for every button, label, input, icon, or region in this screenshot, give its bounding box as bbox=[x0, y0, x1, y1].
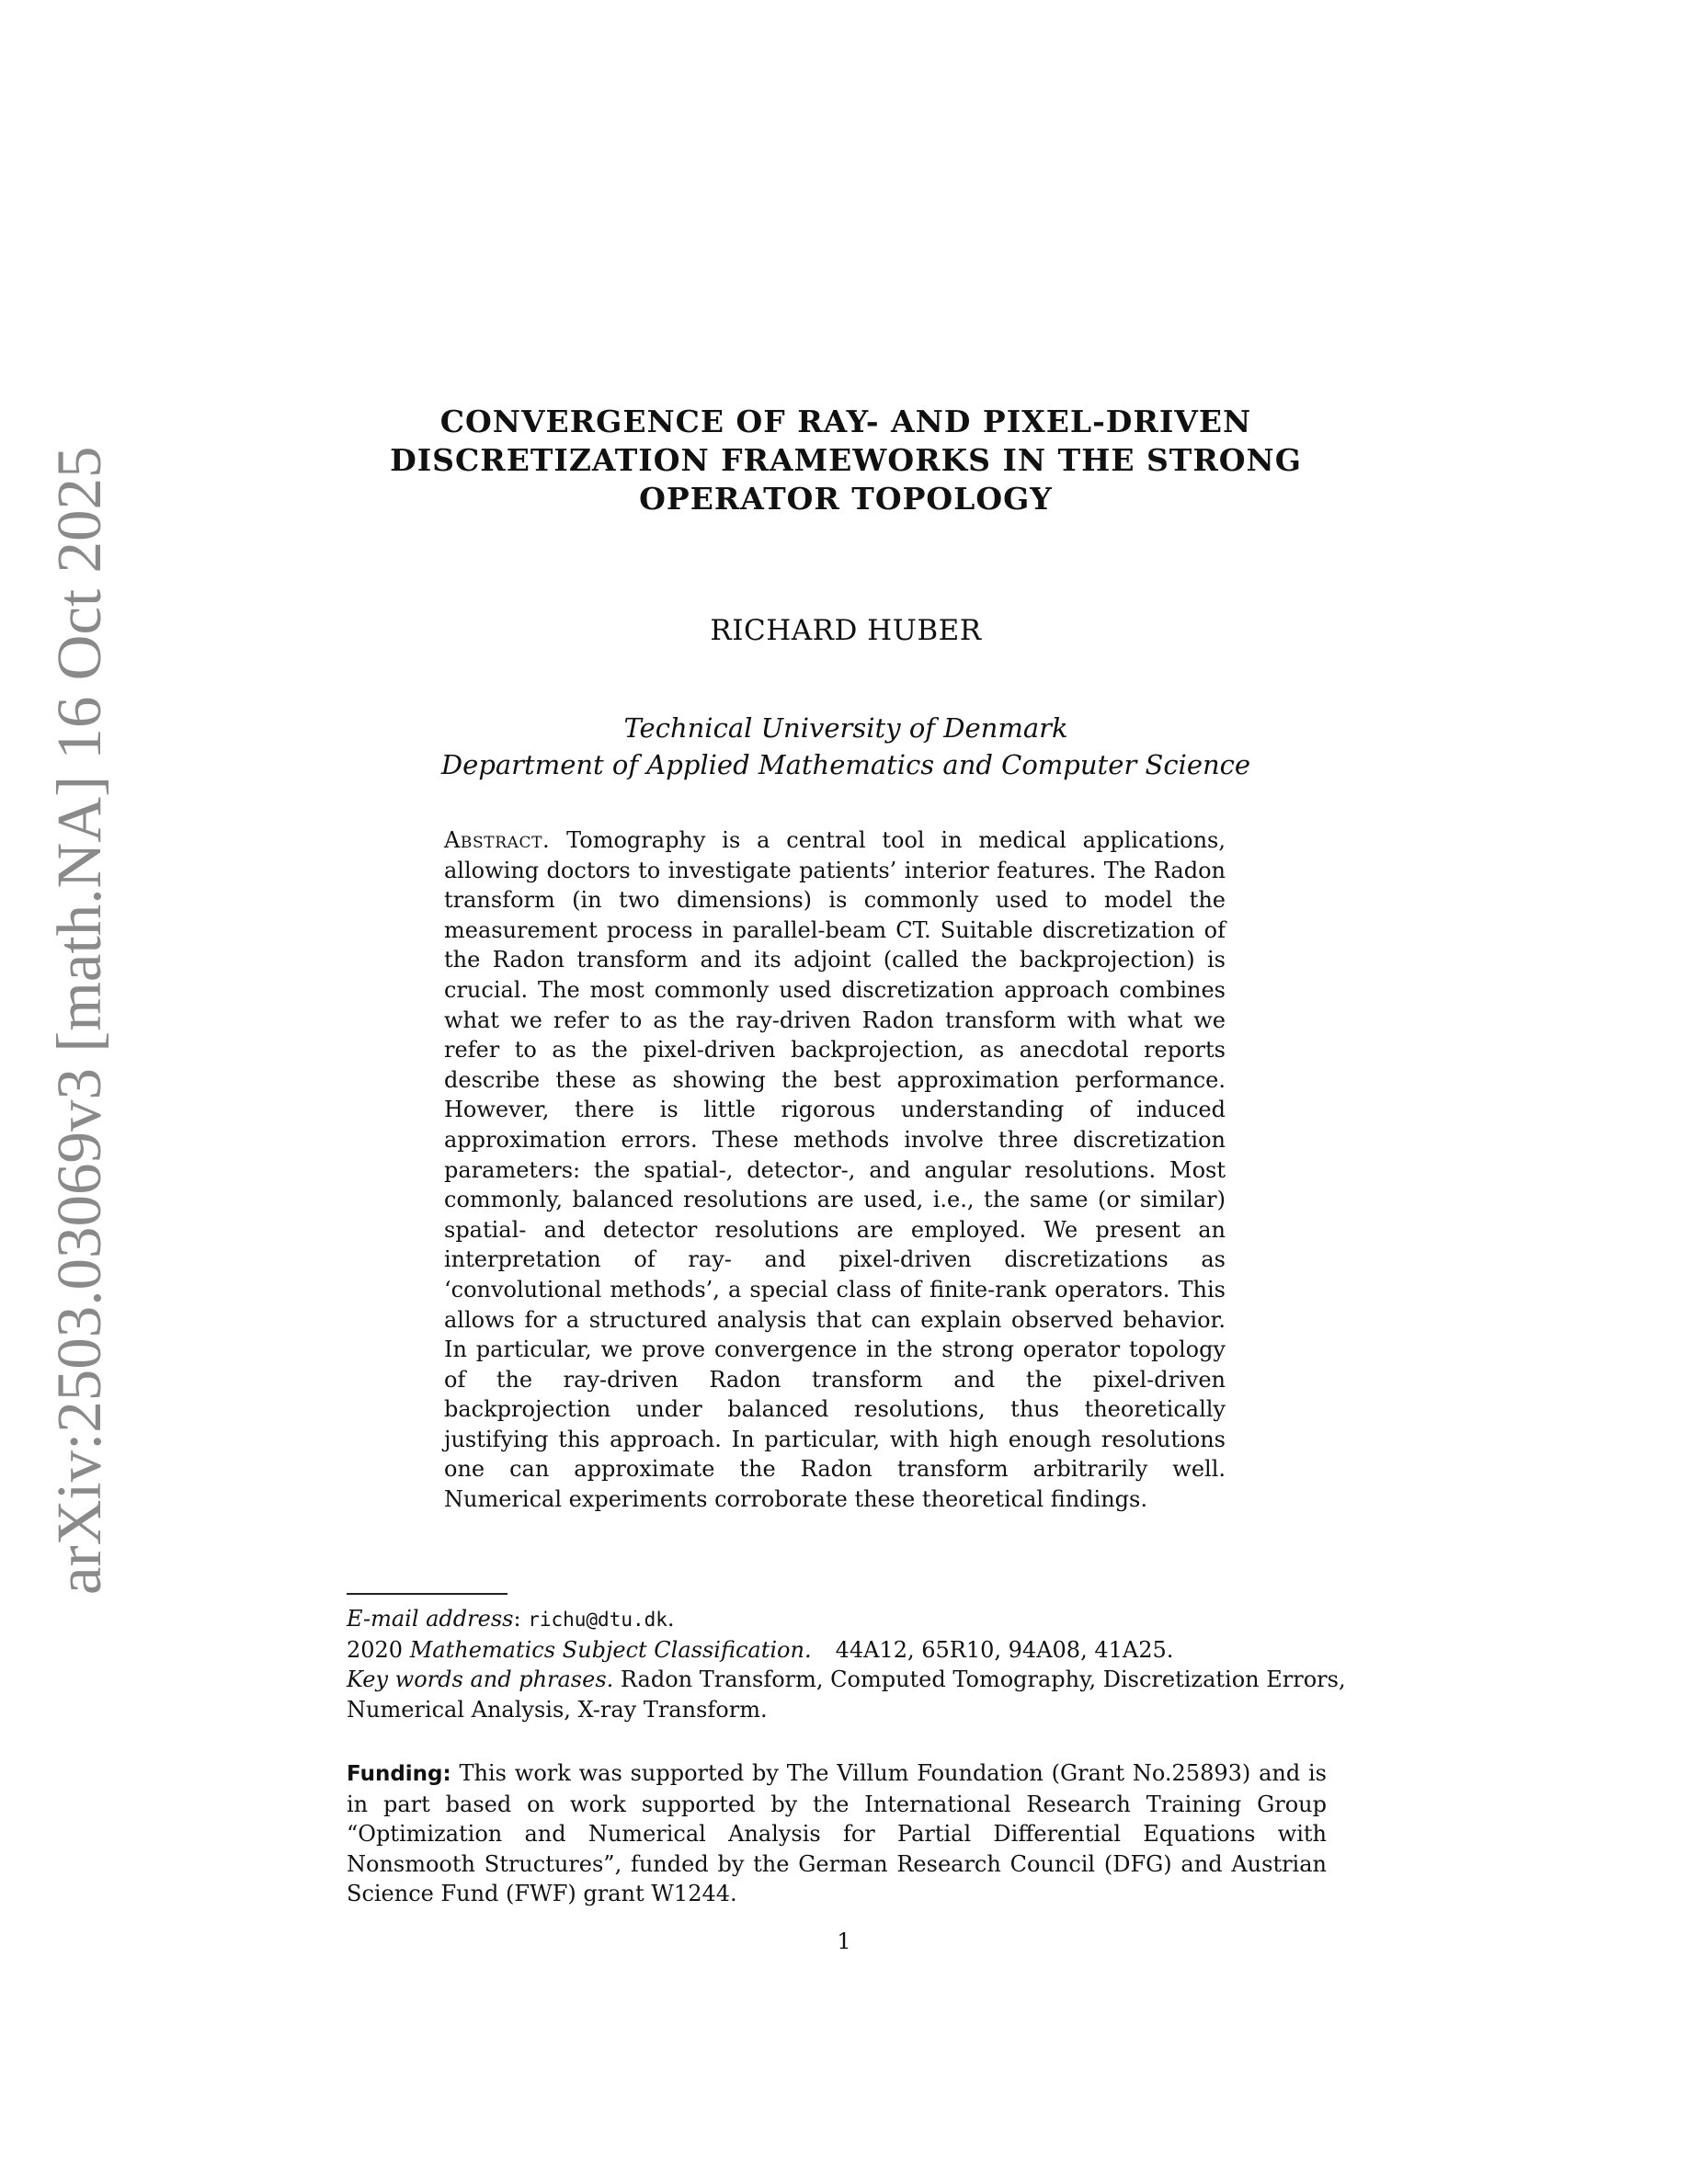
keywords-continuation: Numerical Analysis, X-ray Transform. bbox=[347, 1696, 768, 1723]
footnote-rule bbox=[347, 1593, 508, 1595]
abstract bbox=[444, 825, 1226, 1515]
arxiv-identifier-stamp: arXiv:2503.03069v3 [math.NA] 16 Oct 2025 bbox=[44, 446, 114, 1595]
email-label: E-mail address bbox=[347, 1606, 514, 1632]
msc-label: Mathematics Subject Classification. bbox=[409, 1636, 812, 1663]
keywords-footnote bbox=[347, 1665, 1346, 1695]
title-line: DISCRETIZATION FRAMEWORKS IN THE STRONG bbox=[390, 442, 1302, 478]
abstract-text: Tomography is a central tool in medical applications, allowing doctors to investigate patients’ interior features. The Radon transform (in two dimensions) is commonly used to model the measurement process in parallel-beam CT. Suitable discretization of the Radon transform and its adjoint (called the backprojection) is crucial. The most commonly used discretization approach combines what we refer to as the ray-driven Radon transform with what we refer to as the pixel-driven backprojection, as anecdotal reports describe these as showing the best approximation performance. However, there is little rigorous understanding of induced approximation errors. These methods involve three discretization parameters: the spatial-, detector-, and angular resolutions. Most commonly, balanced resolutions are used, i.e., the same (or similar) spatial- and detector resolutions are employed. We present an interpretation of ray- and pixel-driven discretizations as ‘convolutional methods’, a special class of finite-rank operators. This allows for a structured analysis that can explain observed behavior. In particular, we prove convergence in the strong operator topology of the ray-driven Radon transform and the pixel-driven backprojection under balanced resolutions, thus theoretically justifying this approach. In particular, with high enough resolutions one can approximate the Radon transform arbitrarily well. Numerical experiments corroborate these theoretical findings. bbox=[444, 827, 1226, 1513]
funding-text: This work was supported by The Villum Foundation (Grant No.25893) and is in part based on work supported by the International Research Training Group “Optimization and Numerical Analysis for Partial Differential Equations with Nonsmooth Structures”, funded by the German Research Council (DFG) and Austrian Science Fund (FWF) grant W1244. bbox=[347, 1760, 1327, 1906]
affiliation-line: Department of Applied Mathematics and Computer Science bbox=[440, 749, 1251, 780]
msc-codes: 44A12, 65R10, 94A08, 41A25. bbox=[835, 1636, 1174, 1663]
msc-year: 2020 bbox=[347, 1636, 404, 1663]
affiliation bbox=[349, 710, 1342, 783]
affiliation-line: Technical University of Denmark bbox=[623, 712, 1068, 744]
paper-title bbox=[368, 403, 1324, 518]
footnotes bbox=[347, 1604, 1346, 1724]
funding-note bbox=[347, 1758, 1327, 1909]
title-line: OPERATOR TOPOLOGY bbox=[639, 481, 1053, 517]
keywords-line-1: Radon Transform, Computed Tomography, Discretization Errors, bbox=[620, 1666, 1346, 1692]
title-line: CONVERGENCE OF RAY- AND PIXEL-DRIVEN bbox=[439, 404, 1252, 439]
email-footnote: E-mail address: richu@dtu.dk. bbox=[347, 1606, 675, 1632]
msc-footnote bbox=[347, 1635, 1321, 1666]
page-number: 1 bbox=[837, 1928, 851, 1954]
email-address[interactable]: richu@dtu.dk bbox=[528, 1609, 667, 1631]
abstract-label: Abstract. bbox=[444, 827, 551, 853]
funding-label: Funding: bbox=[347, 1762, 451, 1786]
keywords-label: Key words and phrases. bbox=[347, 1666, 614, 1692]
author-name: RICHARD HUBER bbox=[710, 614, 982, 647]
